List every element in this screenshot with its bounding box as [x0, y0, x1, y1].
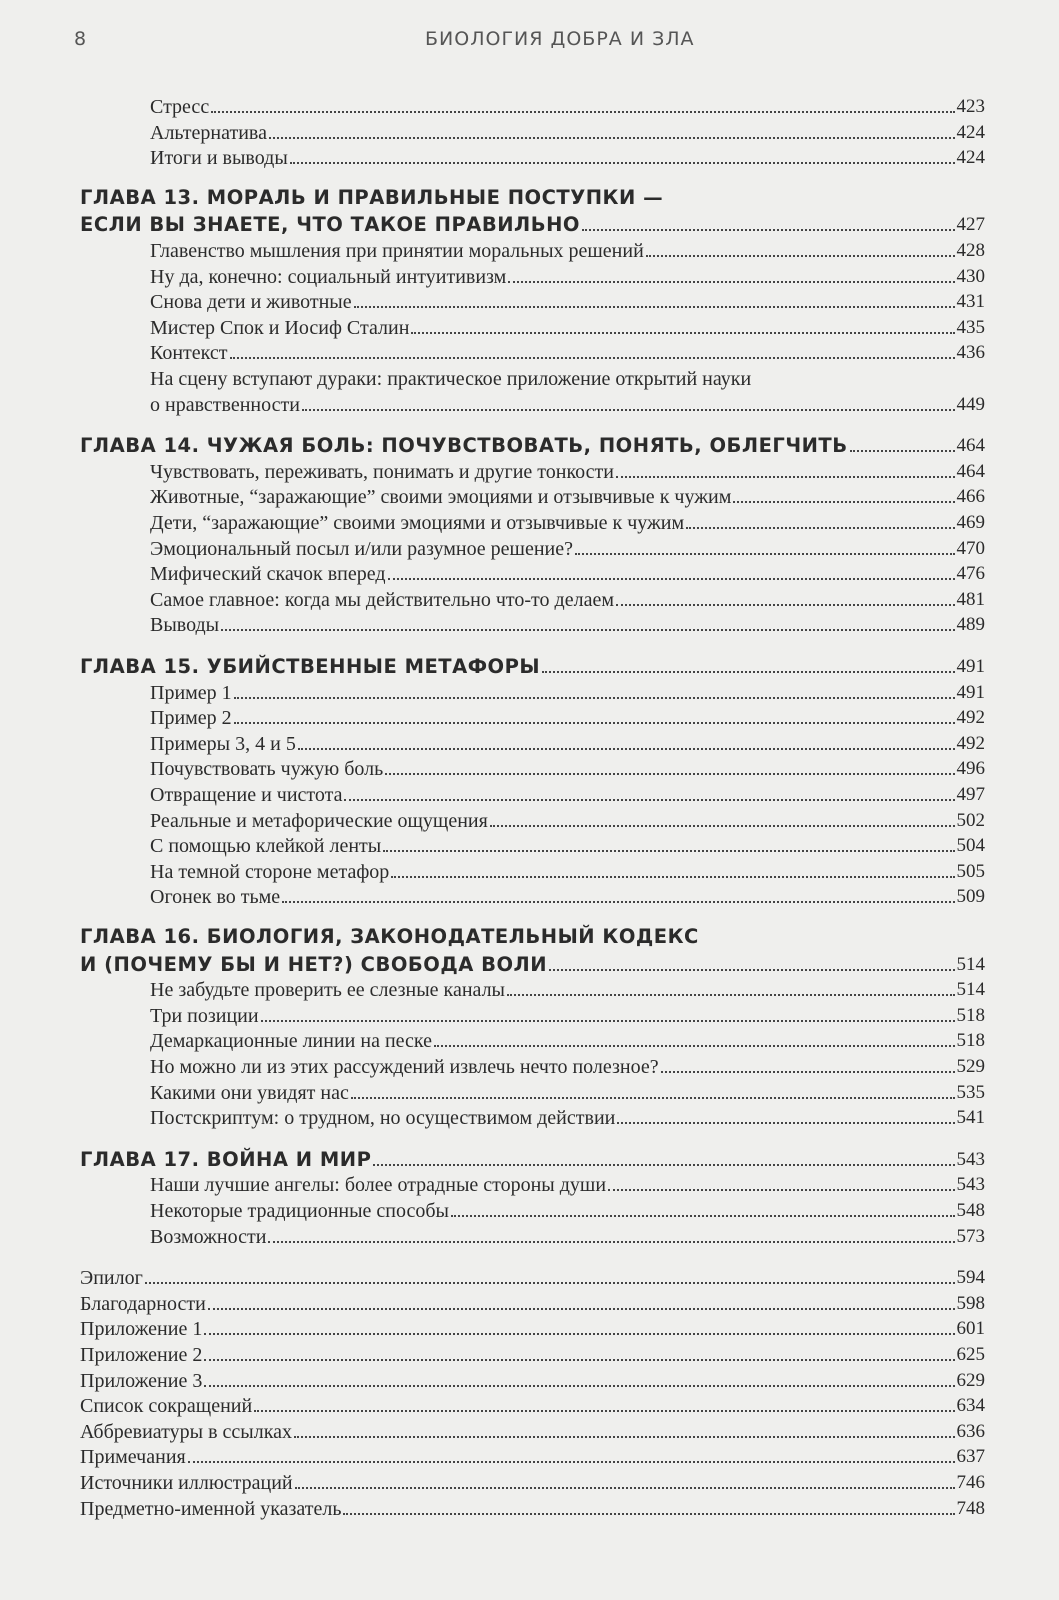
toc-entry [150, 262, 985, 288]
dot-leader [616, 604, 955, 606]
toc-entry-page: 476 [956, 563, 985, 585]
dot-leader [508, 281, 954, 283]
toc-entry [80, 1145, 985, 1171]
toc-entry [150, 338, 985, 364]
toc-entry [150, 457, 985, 483]
toc-entry [80, 1494, 985, 1520]
toc-entry-page: 424 [956, 147, 985, 169]
toc-entry [150, 1103, 985, 1129]
dot-leader [354, 306, 955, 308]
toc-entry [80, 431, 985, 457]
toc-entry-page: 505 [956, 860, 985, 882]
dot-leader [850, 450, 955, 452]
toc-entry-title: Наши лучшие ангелы: более отрадные стороны души [150, 1174, 607, 1197]
dot-leader [582, 229, 955, 231]
toc-entry-page: 435 [956, 316, 985, 338]
toc-entry-title: Снова дети и животные [150, 291, 352, 314]
toc-entry-page: 489 [956, 614, 985, 636]
toc-entry-page: 625 [956, 1344, 985, 1365]
toc-entry-page: 502 [956, 809, 985, 831]
toc-entry-title: Эпилог [80, 1267, 143, 1290]
dot-leader [383, 850, 954, 852]
toc-entry [80, 652, 985, 678]
toc-entry-page: 543 [956, 1174, 985, 1196]
toc-entry-page: 746 [956, 1472, 985, 1493]
toc-entry-page: 634 [956, 1395, 985, 1417]
dot-leader [490, 825, 955, 827]
toc-entry-title: Благодарности [80, 1292, 206, 1315]
dot-leader [221, 629, 954, 631]
dot-leader [385, 773, 954, 775]
dot-leader [254, 1410, 954, 1412]
dot-leader [373, 1164, 954, 1166]
toc-entry-title: С помощью клейкой ленты [150, 835, 382, 858]
dot-leader [295, 1487, 955, 1489]
toc-entry-page: 541 [956, 1107, 985, 1129]
page-number: 8 [74, 28, 88, 50]
dot-leader [507, 994, 955, 996]
toc-entry [80, 1391, 985, 1417]
dot-leader [204, 1359, 954, 1361]
toc-entry-title: Альтернатива [150, 121, 267, 144]
toc-entry-title: ЕСЛИ ВЫ ЗНАЕТЕ, ЧТО ТАКОЕ ПРАВИЛЬНО [80, 213, 580, 237]
toc-entry-page: 548 [956, 1200, 985, 1221]
toc-entry-page: 518 [956, 1004, 985, 1026]
dot-leader [351, 1097, 955, 1099]
toc-entry-page: 629 [956, 1369, 985, 1391]
toc-entry-title: Реальные и метафорические ощущения [150, 809, 488, 832]
toc-entry [150, 806, 985, 832]
toc-entry-title: Пример 2 [150, 707, 232, 730]
toc-entry-title: Демаркационные линии на песке [150, 1030, 433, 1053]
toc-entry-page: 481 [956, 588, 985, 610]
toc-entry-title: Выводы [150, 614, 220, 637]
toc-entry-page: 509 [956, 886, 985, 908]
toc-entry-title: Огонек во тьме [150, 886, 281, 909]
toc-entry [80, 1366, 985, 1392]
toc-entry [150, 754, 985, 780]
toc-entry [150, 508, 985, 534]
toc-entry [80, 1314, 985, 1340]
dot-leader [230, 357, 955, 359]
toc-entry-page: 535 [956, 1081, 985, 1103]
toc-entry-title: На темной стороне метафор [150, 860, 390, 883]
dot-leader [542, 671, 954, 673]
toc-entry [80, 1442, 985, 1468]
dot-leader [617, 1122, 954, 1124]
dot-leader [188, 1461, 955, 1463]
toc-entry-page: 470 [956, 537, 985, 559]
toc-entry-title: Итоги и выводы [150, 147, 288, 170]
toc-entry-page: 427 [956, 214, 985, 236]
dot-leader [451, 1215, 955, 1217]
toc-entry [150, 92, 985, 118]
toc-entry [150, 780, 985, 806]
toc-entry-title: Главенство мышления при принятии моральных решений [150, 240, 644, 262]
dot-leader [608, 1189, 954, 1191]
running-header [0, 28, 1059, 54]
toc-entry-title: Отвращение и чистота [150, 784, 343, 806]
toc-entry-title: ГЛАВА 14. ЧУЖАЯ БОЛЬ: ПОЧУВСТВОВАТЬ, ПОНЯТЬ, ОБЛЕГЧИТЬ [80, 434, 848, 458]
dot-leader [302, 409, 955, 411]
dot-leader [145, 1282, 955, 1284]
chapter-heading-line: ГЛАВА 16. БИОЛОГИЯ, ЗАКОНОДАТЕЛЬНЫЙ КОДЕКС [80, 925, 699, 948]
toc-entry-title: Предметно-именной указатель [80, 1497, 342, 1520]
toc-entry [150, 236, 985, 262]
toc-entry-title: Возможности [150, 1225, 267, 1248]
toc-entry [150, 678, 985, 704]
toc-entry [150, 975, 985, 1001]
toc-entry-title: Мистер Спок и Иосиф Сталин [150, 316, 410, 339]
dot-leader [686, 527, 954, 529]
toc-entry-page: 466 [956, 486, 985, 508]
toc-entry [150, 1196, 985, 1222]
dot-leader [268, 1241, 954, 1243]
dot-leader [733, 501, 954, 503]
toc-entry [150, 534, 985, 560]
toc-entry [150, 1078, 985, 1104]
dot-leader [661, 1071, 955, 1073]
toc-entry-title: Какими они увидят нас [150, 1081, 349, 1104]
toc-entry-title: Дети, “заражающие” своими эмоциями и отзывчивые к чужим [150, 512, 685, 534]
toc-entry-page: 748 [956, 1497, 985, 1519]
toc-entry-title: Почувствовать чужую боль [150, 758, 384, 781]
toc-entry-title: Эмоциональный посыл и/или разумное решение? [150, 537, 573, 560]
toc-entry-page: 601 [956, 1318, 985, 1340]
toc-entry-page: 636 [956, 1420, 985, 1442]
toc-entry [80, 950, 985, 976]
toc-entry-title: Приложение 1 [80, 1318, 203, 1341]
toc-entry-page: 491 [956, 656, 985, 677]
dot-leader [411, 332, 954, 334]
dot-leader [391, 876, 954, 878]
toc-entry-page: 436 [956, 342, 985, 364]
toc-entry [150, 559, 985, 585]
chapter-heading-line: ГЛАВА 13. МОРАЛЬ И ПРАВИЛЬНЫЕ ПОСТУПКИ — [80, 185, 664, 209]
toc-entry-title: Примеры 3, 4 и 5 [150, 732, 296, 755]
toc-entry-title: Животные, “заражающие” своими эмоциями и отзывчивые к чужим [150, 486, 732, 509]
dot-leader [208, 1308, 955, 1310]
toc-entry [80, 1417, 985, 1443]
toc-entry-page: 449 [956, 393, 985, 415]
toc-entry-title: Самое главное: когда мы действительно что-то делаем [150, 588, 614, 611]
toc-entry-title: Постскриптум: о трудном, но осуществимом действии [150, 1107, 616, 1130]
toc-entry-title: Приложение 3 [80, 1369, 203, 1392]
book-title: БИОЛОГИЯ ДОБРА И ЗЛА [425, 28, 695, 50]
toc-entry-page: 518 [956, 1030, 985, 1052]
toc-entry-page: 496 [956, 758, 985, 780]
toc-entry-page: 492 [956, 707, 985, 729]
toc-entry-page: 492 [956, 732, 985, 754]
toc-entry-title: Пример 1 [150, 681, 232, 704]
dot-leader [434, 1045, 954, 1047]
toc-entry [150, 390, 985, 416]
toc-entry-title: ГЛАВА 15. УБИЙСТВЕННЫЕ МЕТАФОРЫ [80, 655, 541, 678]
toc-entry-page: 637 [956, 1446, 985, 1468]
dot-leader [616, 476, 955, 478]
toc-entry-title: Три позиции [150, 1004, 259, 1027]
toc-entry-page: 491 [956, 681, 985, 703]
toc-entry [150, 1026, 985, 1052]
toc-entry [80, 1289, 985, 1315]
toc-entry [80, 210, 985, 236]
dot-leader [234, 697, 955, 699]
toc-entry [150, 882, 985, 908]
toc-entry-title: Чувствовать, переживать, понимать и другие тонкости [150, 460, 614, 483]
toc-entry [150, 1001, 985, 1027]
toc-entry-page: 543 [956, 1148, 985, 1170]
toc-entry-title: И (ПОЧЕМУ БЫ И НЕТ?) СВОБОДА ВОЛИ [80, 952, 548, 976]
toc-entry [150, 118, 985, 144]
toc-entry-page: 423 [956, 96, 985, 117]
toc-entry [150, 313, 985, 339]
toc-entry-title: о нравственности [150, 393, 300, 416]
toc-entry-title: Но можно ли из этих рассуждений извлечь нечто полезное? [150, 1056, 659, 1078]
toc-entry-page: 514 [956, 979, 985, 1001]
toc-entry [150, 287, 985, 313]
toc-entry-page: 464 [956, 435, 985, 457]
toc-entry-title: Некоторые традиционные способы [150, 1200, 449, 1222]
dot-leader [294, 1436, 955, 1438]
toc-entry [150, 585, 985, 611]
toc-entry-title: Ну да, конечно: социальный интуитивизм [150, 265, 507, 288]
toc-entry-title: Аббревиатуры в ссылках [80, 1420, 292, 1443]
toc-entry [150, 1222, 985, 1248]
toc-entry-title: Контекст [150, 342, 228, 365]
toc-entry-page: 430 [956, 265, 985, 287]
toc-entry-page: 424 [956, 121, 985, 143]
toc-entry [80, 1263, 985, 1289]
toc-entry [150, 703, 985, 729]
toc-entry-title: Список сокращений [80, 1395, 253, 1418]
toc-entry-title: ГЛАВА 17. ВОЙНА И МИР [80, 1147, 372, 1171]
dot-leader [343, 1513, 954, 1515]
toc-entry-title: Стресс [150, 96, 210, 118]
toc-entry-page: 514 [956, 953, 985, 975]
dot-leader [211, 111, 954, 113]
dot-leader [204, 1385, 954, 1387]
toc-entry [150, 482, 985, 508]
toc-entry-page: 504 [956, 835, 985, 857]
toc-entry-page: 469 [956, 512, 985, 533]
toc-entry-page: 464 [956, 460, 985, 482]
toc-entry-page: 497 [956, 784, 985, 805]
toc-entry [150, 610, 985, 636]
toc-entry-title: Не забудьте проверить ее слезные каналы [150, 979, 505, 1002]
dot-leader [261, 1020, 955, 1022]
toc-entry [80, 1340, 985, 1366]
dot-leader [646, 255, 955, 257]
toc-entry-page: 431 [956, 291, 985, 313]
toc-entry [150, 1170, 985, 1196]
toc-entry-title: На сцену вступают дураки: практическое приложение открытий науки [150, 368, 752, 390]
dot-leader [388, 578, 955, 580]
dot-leader [204, 1333, 954, 1335]
dot-leader [269, 137, 955, 139]
dot-leader [344, 799, 954, 801]
toc-entry-page: 529 [956, 1056, 985, 1077]
dot-leader [234, 722, 955, 724]
toc-entry-page: 594 [956, 1267, 985, 1289]
toc-entry-page: 573 [956, 1225, 985, 1247]
toc-entry-page: 598 [956, 1292, 985, 1314]
toc-entry-title: Приложение 2 [80, 1344, 203, 1366]
toc-entry [150, 857, 985, 883]
toc-entry [150, 729, 985, 755]
toc-entry [80, 1468, 985, 1494]
dot-leader [282, 901, 954, 903]
toc-entry-title: Мифический скачок вперед [150, 563, 386, 586]
toc-entry-page: 428 [956, 240, 985, 261]
dot-leader [290, 162, 955, 164]
toc-entry-title: Примечания [80, 1446, 186, 1469]
toc-entry [150, 1052, 985, 1078]
dot-leader [298, 748, 955, 750]
dot-leader [575, 553, 955, 555]
toc-entry [150, 831, 985, 857]
toc-entry-title: Источники иллюстраций [80, 1472, 293, 1494]
toc-entry-first-line [150, 364, 985, 390]
dot-leader [549, 969, 954, 971]
toc-entry [150, 143, 985, 169]
